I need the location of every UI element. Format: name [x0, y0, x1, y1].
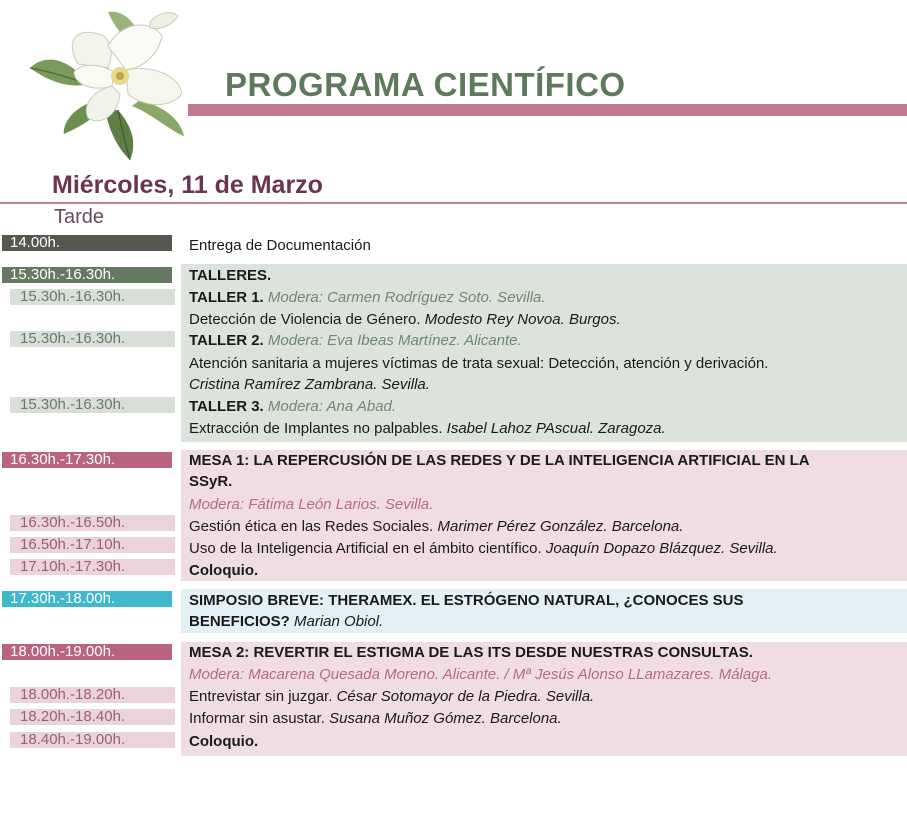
mesa-1-title-line-2: SSyR. — [189, 473, 233, 490]
time-badge-registration: 14.00h. — [2, 235, 172, 251]
taller-1-topic: Detección de Violencia de Género. Modesto Rey Novoa. Burgos. — [189, 311, 621, 328]
period-label: Tarde — [54, 206, 105, 228]
time-badge-mesa-1-talk-3: 17.10h.-17.30h. — [10, 559, 175, 575]
registration-text: Entrega de Documentación — [189, 237, 371, 254]
title-underline-bar — [188, 104, 907, 116]
time-badge-simposio: 17.30h.-18.00h. — [2, 591, 172, 607]
time-badge-mesa-2: 18.00h.-19.00h. — [2, 644, 172, 660]
mesa-1-talk-3: Coloquio. — [189, 562, 259, 579]
mesa-2-talk-1: Entrevistar sin juzgar. César Sotomayor de la Piedra. Sevilla. — [189, 688, 595, 705]
mesa-1-title-line-1: MESA 1: LA REPERCUSIÓN DE LAS REDES Y DE LA INTELIGENCIA ARTIFICIAL EN LA — [189, 452, 810, 469]
taller-2-heading: TALLER 2. Modera: Eva Ibeas Martínez. Alicante. — [189, 332, 522, 349]
day-divider — [0, 202, 907, 204]
taller-2-topic: Atención sanitaria a mujeres víctimas de trata sexual: Detección, atención y derivación. — [189, 355, 769, 372]
taller-1-heading: TALLER 1. Modera: Carmen Rodríguez Soto. Sevilla. — [189, 289, 546, 306]
time-badge-taller-2: 15.30h.-16.30h. — [10, 331, 175, 347]
time-badge-talleres: 15.30h.-16.30h. — [2, 267, 172, 283]
talleres-heading: TALLERES. — [189, 267, 272, 284]
page-title: PROGRAMA CIENTÍFICO — [225, 66, 626, 103]
taller-2-speaker: Cristina Ramírez Zambrana. Sevilla. — [189, 376, 430, 393]
mesa-1-talk-2: Uso de la Inteligencia Artificial en el ámbito científico. Joaquín Dopazo Blázquez. Sevilla. — [189, 540, 778, 557]
mesa-1-moderator: Modera: Fátima León Larios. Sevilla. — [189, 496, 434, 513]
time-badge-mesa-2-talk-1: 18.00h.-18.20h. — [10, 687, 175, 703]
mesa-2-talk-3: Coloquio. — [189, 733, 259, 750]
simposio-title-line-1: SIMPOSIO BREVE: THERAMEX. EL ESTRÓGENO NATURAL, ¿CONOCES SUS — [189, 592, 744, 609]
day-heading: Miércoles, 11 de Marzo — [52, 171, 323, 199]
time-badge-mesa-1: 16.30h.-17.30h. — [2, 452, 172, 468]
time-badge-mesa-1-talk-2: 16.50h.-17.10h. — [10, 537, 175, 553]
time-badge-mesa-2-talk-2: 18.20h.-18.40h. — [10, 709, 175, 725]
mesa-2-title: MESA 2: REVERTIR EL ESTIGMA DE LAS ITS DESDE NUESTRAS CONSULTAS. — [189, 644, 753, 661]
mesa-2-moderator: Modera: Macarena Quesada Moreno. Alicante. / Mª Jesús Alonso LLamazares. Málaga. — [189, 666, 773, 683]
mesa-2-talk-2: Informar sin asustar. Susana Muñoz Gómez. Barcelona. — [189, 710, 562, 727]
magnolia-flower-illustration — [22, 6, 200, 164]
simposio-title-line-2: BENEFICIOS? Marian Obiol. — [189, 613, 384, 630]
mesa-1-talk-1: Gestión ética en las Redes Sociales. Marimer Pérez González. Barcelona. — [189, 518, 684, 535]
time-badge-taller-1: 15.30h.-16.30h. — [10, 289, 175, 305]
time-badge-mesa-1-talk-1: 16.30h.-16.50h. — [10, 515, 175, 531]
taller-3-heading: TALLER 3. Modera: Ana Abad. — [189, 398, 397, 415]
time-badge-taller-3: 15.30h.-16.30h. — [10, 397, 175, 413]
time-badge-mesa-2-talk-3: 18.40h.-19.00h. — [10, 732, 175, 748]
taller-3-topic: Extracción de Implantes no palpables. Isabel Lahoz PAscual. Zaragoza. — [189, 420, 666, 437]
